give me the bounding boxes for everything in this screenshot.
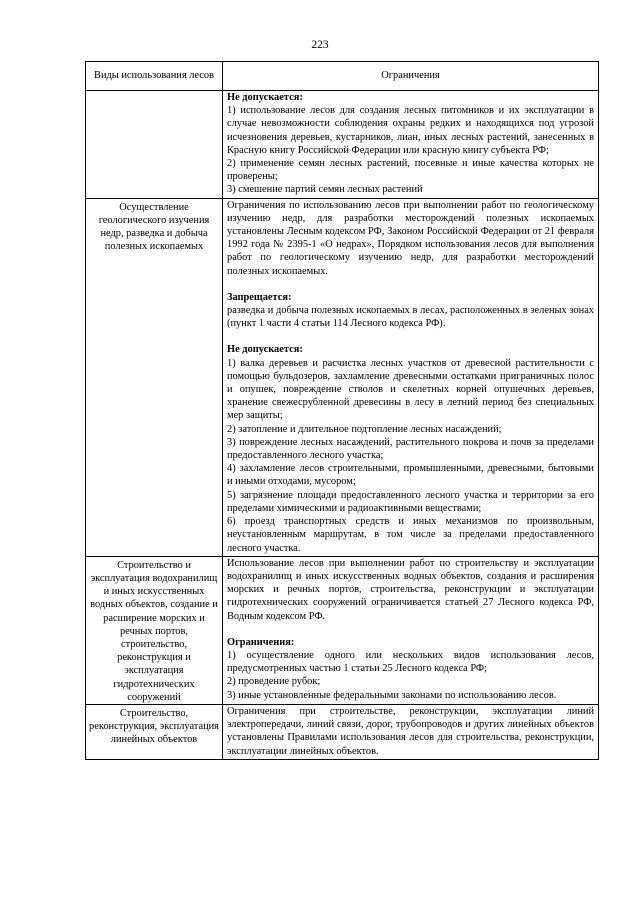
restriction-line: Ограничения при строительстве, реконструкции, эксплуатации линий электропередачи, линий связи, дорог, трубопроводов и других линейных объектов установлены Правилами использования лесов для строительства, реконструкции, эксплуатации линейных объектов. bbox=[227, 705, 594, 757]
restriction-line: 1) использование лесов для создания лесных питомников и их эксплуатации в случае невозможности соблюдения охраны редких и находящихся под угрозой исчезновения деревьев, кустарников, лиан, иных лесных растений, занесенных в Красную книгу Российской Федерации или красную книгу субъекта РФ; bbox=[227, 105, 594, 156]
block-heading: Не допускается: bbox=[227, 344, 303, 356]
table-header-row bbox=[86, 62, 599, 91]
restriction-line: 6) проезд транспортных средств и иных механизмов по произвольным, неустановленным маршрутам, в том числе за пределами предоставленного лесного участка. bbox=[227, 516, 594, 554]
restriction-line: 3) смешение партий семян лесных растений bbox=[227, 184, 423, 196]
restriction-line: 5) загрязнение площади предоставленного лесного участка и территории за его пределами химическими и радиоактивными веществами; bbox=[227, 489, 594, 514]
block-heading: Ограничения: bbox=[227, 636, 295, 648]
table-row bbox=[86, 556, 599, 704]
restrictions-cell bbox=[223, 91, 599, 199]
header-usage-types: Виды использования лесов bbox=[86, 62, 223, 91]
block-heading: Не допускается: bbox=[227, 92, 303, 103]
header-restrictions: Ограничения bbox=[223, 62, 599, 91]
table-row bbox=[86, 91, 599, 199]
restriction-line: 4) захламление лесов строительными, промышленными, древесными, бытовыми и иными отходами, мусором; bbox=[227, 463, 594, 488]
usage-cell: Строительство и эксплуатация водохранилищ и иных искусственных водных объектов, создание и расширение морских и речных портов, строительство, реконструкция и эксплуатация гидротехнических сооружений bbox=[86, 556, 223, 704]
restriction-line: 2) применение семян лесных растений, посевные и иные качества которых не проверены; bbox=[227, 158, 594, 183]
restriction-line: 3) иные установленные федеральными законами по использованию лесов. bbox=[227, 689, 557, 701]
usage-cell: Строительство, реконструкция, эксплуатация линейных объектов bbox=[86, 704, 223, 759]
table-row bbox=[86, 704, 599, 759]
usage-cell: Осуществление геологического изучения недр, разведка и добыча полезных ископаемых bbox=[86, 198, 223, 556]
restriction-line: 1) валка деревьев и расчистка лесных участков от древесной растительности с помощью бульдозеров, захламление древесными остатками приграничных полос и опушек, повреждение стволов и скелетных корней опушечных деревьев, хранение свежесрубленной древесины в лесу в летний период без специальных мер защиты; bbox=[227, 357, 594, 422]
restriction-line: 1) осуществление одного или нескольких видов использования лесов, предусмотренных частью 1 статьи 25 Лесного кодекса РФ; bbox=[227, 649, 594, 675]
restriction-line: разведка и добыча полезных ископаемых в лесах, расположенных в зеленых зонах (пункт 1 части 4 статьи 114 Лесного кодекса РФ). bbox=[227, 305, 594, 330]
table-row bbox=[86, 198, 599, 556]
restriction-line: Использование лесов при выполнении работ по строительству и эксплуатации водохранилищ и иных искусственных водных объектов, создания и расширения морских и речных портов, строительства, реконструкции и эксплуатации гидротехнических сооружений ограничивается статьей 27 Лесного кодекса РФ, Водным кодексом РФ. bbox=[227, 557, 594, 622]
restriction-line: 2) затопление и длительное подтопление лесных насаждений; bbox=[227, 423, 502, 435]
restrictions-cell bbox=[223, 556, 599, 704]
restriction-line: 3) повреждение лесных насаждений, растительного покрова и почв за пределами предоставленного лесного участка; bbox=[227, 436, 594, 462]
usage-cell bbox=[86, 91, 223, 199]
block-heading: Запрещается: bbox=[227, 291, 292, 303]
restrictions-cell bbox=[223, 198, 599, 556]
restriction-line: 2) проведение рубок; bbox=[227, 676, 321, 688]
restriction-line: Ограничения по использованию лесов при выполнении работ по геологическому изучению недр, для разработки месторождений полезных ископаемых установлены Лесным кодексом РФ, Законом Российской Федерации от 21 февраля 1992 года № 2395-1 «О недрах», Порядком использования лесов для выполнения работ по геологическому изучению недр, для разработки месторождений полезных ископаемых. bbox=[227, 199, 594, 277]
restrictions-table bbox=[85, 61, 599, 760]
page-number: 223 bbox=[311, 39, 329, 51]
restrictions-cell bbox=[223, 704, 599, 759]
